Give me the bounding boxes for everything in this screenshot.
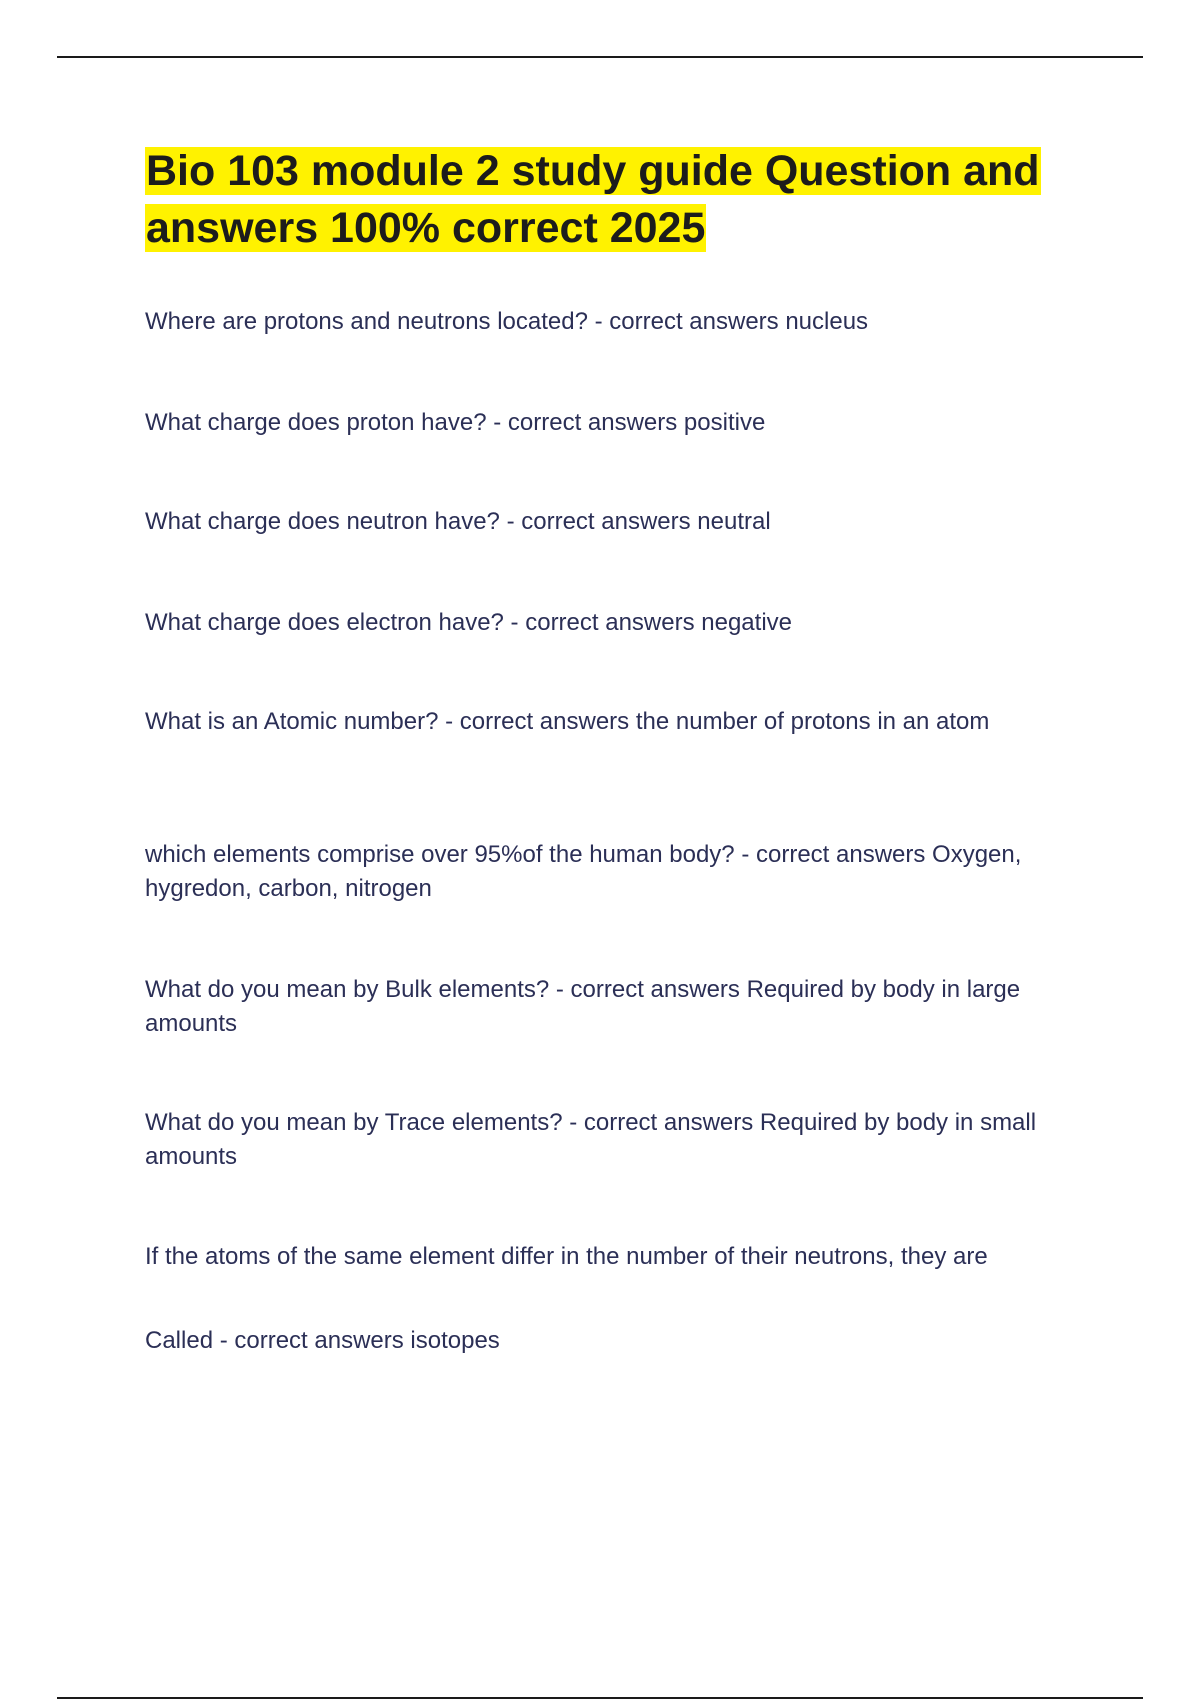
title-highlight: Bio 103 module 2 study guide Question and answers 100% correct 2025 xyxy=(146,147,1040,252)
document-title xyxy=(145,143,1105,257)
top-rule xyxy=(57,56,1143,58)
bottom-rule xyxy=(57,1697,1143,1699)
qa-item: What charge does neutron have? - correct answers neutral xyxy=(145,508,771,535)
qa-item: Where are protons and neutrons located? - correct answers nucleus xyxy=(145,308,869,335)
qa-item: What do you mean by Bulk elements? - correct answers Required by body in large amounts xyxy=(145,976,1021,1037)
qa-item: What charge does proton have? - correct answers positive xyxy=(145,409,766,436)
qa-item: What charge does electron have? - correct answers negative xyxy=(145,609,793,636)
qa-item: which elements comprise over 95%of the human body? - correct answers Oxygen, hygredon, carbon, nitrogen xyxy=(145,841,1022,902)
qa-item: If the atoms of the same element differ in the number of their neutrons, they are xyxy=(145,1243,988,1270)
qa-item: Called - correct answers isotopes xyxy=(145,1327,500,1354)
qa-item: What is an Atomic number? - correct answers the number of protons in an atom xyxy=(145,708,990,735)
qa-item: What do you mean by Trace elements? - correct answers Required by body in small amounts xyxy=(145,1109,1037,1170)
